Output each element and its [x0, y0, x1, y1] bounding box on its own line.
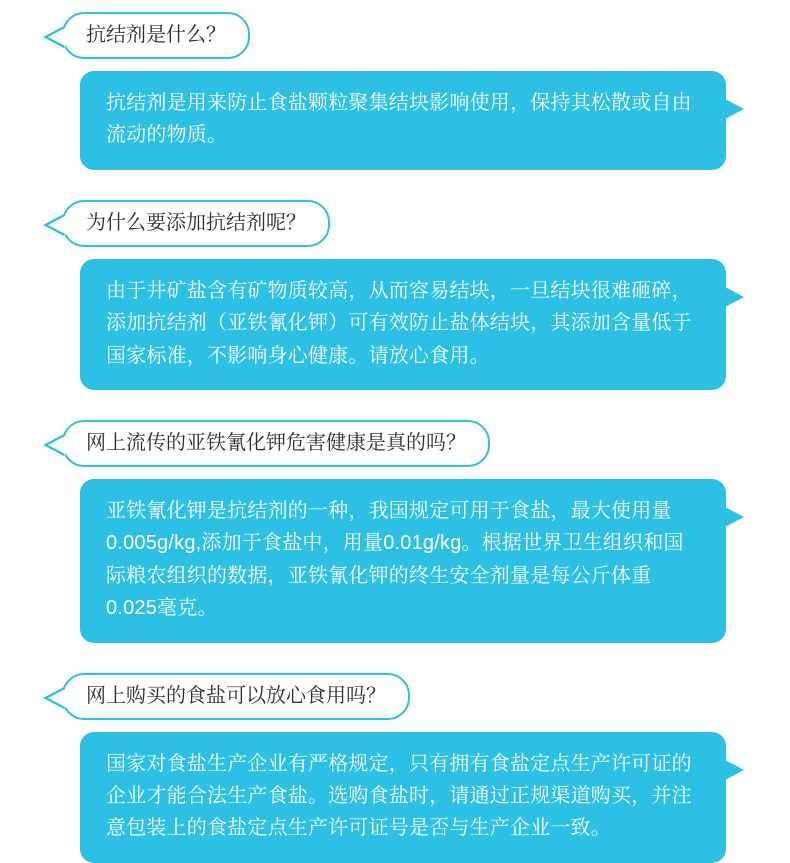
- faq-item-3: [0, 420, 790, 643]
- speech-tail-inner-icon: [48, 215, 67, 235]
- spacer: [0, 170, 790, 200]
- faq-item-1: [0, 12, 790, 170]
- faq-question-3: [62, 420, 490, 467]
- faq-question-label-2: 为什么要添加抗结剂呢？: [86, 211, 306, 234]
- faq-question-label-1: 抗结剂是什么？: [86, 24, 226, 46]
- faq-answer-text-2: 由于井矿盐含有矿物质较高，从而容易结块，一旦结块很难砸碎，添加抗结剂（亚铁氰化钾）可有效防止盐体结块，其添加含量低于国家标准，不影响身心健康。请放心食用。: [106, 279, 692, 367]
- speech-tail-icon: [725, 507, 744, 527]
- faq-question-4: [62, 673, 410, 720]
- speech-tail-inner-icon: [48, 435, 67, 455]
- speech-tail-icon: [725, 287, 744, 307]
- faq-answer-text-1: 抗结剂是用来防止食盐颗粒聚集结块影响使用，保持其松散或自由流动的物质。: [106, 92, 692, 147]
- speech-tail-icon: [725, 99, 744, 119]
- faq-item-4: [0, 673, 790, 863]
- faq-question-label-3: 网上流传的亚铁氰化钾危害健康是真的吗？: [86, 431, 466, 454]
- faq-answer-text-3: 亚铁氰化钾是抗结剂的一种，我国规定可用于食盐，最大使用量0.005g/kg,添加于食盐中，用量0.01g/kg。根据世界卫生组织和国际粮农组织的数据，亚铁氰化钾的终生安全剂量是每公斤体重0.025毫克。: [106, 499, 684, 620]
- spacer: [0, 390, 790, 420]
- faq-question-label-4: 网上购买的食盐可以放心食用吗？: [86, 684, 386, 707]
- speech-tail-icon: [725, 760, 744, 780]
- faq-question-1: [62, 12, 250, 59]
- speech-tail-inner-icon: [48, 27, 67, 47]
- spacer: [0, 643, 790, 673]
- faq-answer-text-4: 国家对食盐生产企业有严格规定，只有拥有食盐定点生产许可证的企业才能合法生产食盐。选购食盐时，请通过正规渠道购买，并注意包装上的食盐定点生产许可证号是否与生产企业一致。: [106, 752, 692, 840]
- faq-answer-1: [80, 71, 726, 170]
- faq-question-2: [62, 200, 330, 247]
- faq-answer-4: [80, 732, 726, 863]
- faq-answer-3: [80, 479, 726, 643]
- faq-item-2: [0, 200, 790, 390]
- spacer: [0, 0, 790, 12]
- faq-answer-2: [80, 259, 726, 390]
- speech-tail-inner-icon: [48, 688, 67, 708]
